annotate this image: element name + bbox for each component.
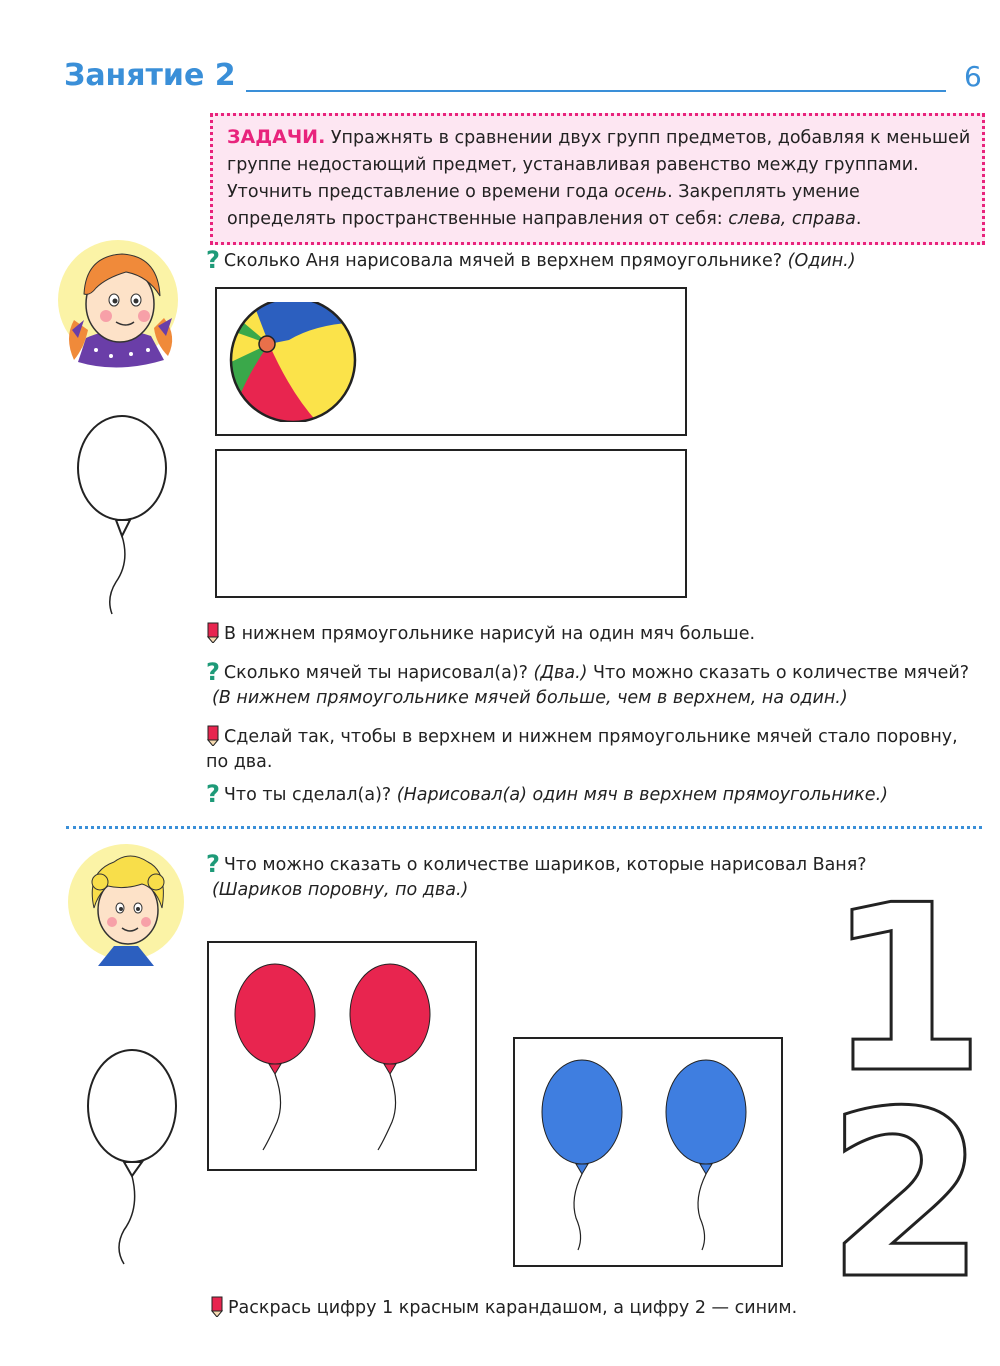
- tasks-text-autumn: осень: [614, 182, 668, 202]
- page-number: 6: [964, 60, 982, 93]
- tasks-text-1: Упражнять в сравнении двух групп предметов, добавляя к меньшей группе недостающий предмет, устанавливая равенство между группами. Уточнить представление о времени года: [227, 128, 971, 202]
- instruction-text: Раскрась цифру 1 красным карандашом, а цифру 2 — синим.: [228, 1298, 798, 1318]
- answer-text-2: (В нижнем прямоугольнике мячей больше, чем в верхнем, на один.): [212, 688, 848, 708]
- pencil-icon: [206, 724, 220, 746]
- answer-text: (Нарисовал(а) один мяч в верхнем прямоугольнике.): [396, 785, 888, 805]
- blue-balloon-2: [664, 1058, 760, 1253]
- red-balloon-2: [348, 962, 444, 1152]
- answer-text: (Два.): [533, 663, 588, 683]
- tasks-text-5: .: [855, 209, 862, 229]
- tasks-box: [210, 113, 985, 245]
- section-divider: [66, 826, 982, 829]
- question-text-2: Что можно сказать о количестве мячей?: [587, 663, 970, 683]
- outline-balloon-left-1: [72, 412, 172, 617]
- question-text: Сколько мячей ты нарисовал(а)?: [223, 663, 534, 683]
- red-balloon-1: [233, 962, 329, 1152]
- outline-digit-one[interactable]: 1: [826, 857, 987, 1124]
- question-text: Сколько Аня нарисовала мячей в верхнем прямоугольнике?: [223, 251, 788, 271]
- question-balls-count: [206, 248, 856, 274]
- outline-digit-two[interactable]: 2: [826, 1063, 987, 1330]
- instruction-text: Сделай так, чтобы в верхнем и нижнем прямоугольнике мячей стало поровну,: [224, 727, 958, 747]
- lesson-title: Занятие 2: [64, 58, 236, 93]
- question-drawn-count: [206, 660, 986, 711]
- tasks-text-3: . Закреплять умение определять пространственные направления от себя:: [227, 182, 860, 229]
- question-icon: ?: [206, 780, 220, 808]
- bottom-rectangle: [215, 449, 687, 598]
- question-icon: ?: [206, 850, 220, 878]
- outline-balloon-left-2: [82, 1048, 182, 1268]
- question-icon: ?: [206, 658, 220, 686]
- instruction-text-line2: по два.: [206, 752, 273, 772]
- blue-balloon-1: [540, 1058, 636, 1253]
- boy-avatar: [64, 842, 188, 970]
- question-icon: ?: [206, 246, 220, 274]
- instruction-make-equal: [206, 724, 986, 775]
- question-what-done: [206, 782, 888, 808]
- answer-text: (Один.): [787, 251, 856, 271]
- pencil-icon: [210, 1295, 224, 1317]
- tasks-label: ЗАДАЧИ.: [227, 126, 326, 148]
- tasks-text-directions: слева, справа: [728, 209, 856, 229]
- answer-text: (Шариков поровну, по два.): [212, 880, 469, 900]
- instruction-text: В нижнем прямоугольнике нарисуй на один мяч больше.: [224, 624, 756, 644]
- instruction-color-digits: [210, 1295, 797, 1321]
- girl-avatar: [56, 238, 186, 373]
- question-text: Что можно сказать о количестве шариков, которые нарисовал Ваня?: [223, 855, 867, 875]
- title-rule: [246, 90, 946, 92]
- question-text: Что ты сделал(а)?: [223, 785, 397, 805]
- pencil-icon: [206, 621, 220, 643]
- beach-ball: [229, 302, 359, 422]
- instruction-draw-more: [206, 621, 755, 647]
